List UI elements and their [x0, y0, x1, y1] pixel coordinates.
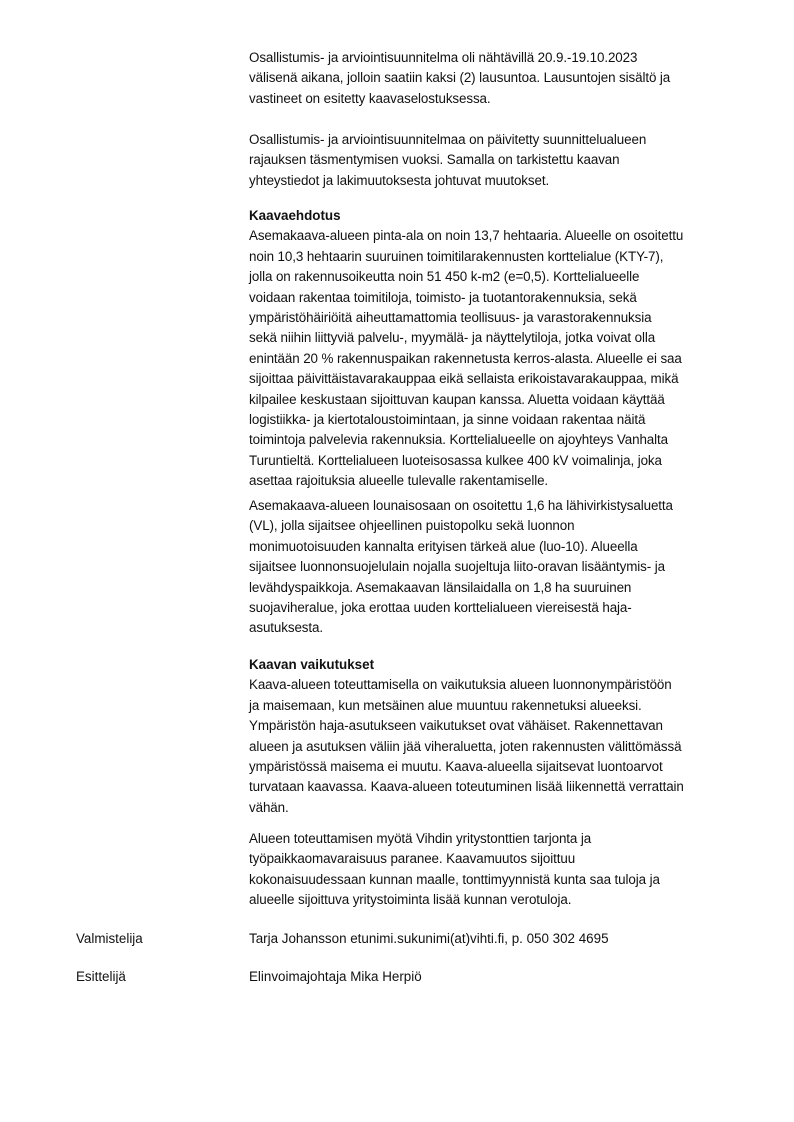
- text-line: ympäristöhäiriöitä aiheuttamattomia teollisuus- ja varastorakennuksia: [249, 310, 652, 326]
- text-line: enintään 20 % rakennuspaikan rakennetusta kerros-alasta. Alueelle ei saa: [249, 350, 682, 366]
- section-lahivirkistys: [249, 496, 749, 639]
- text-line: yhteystiedot ja lakimuutoksesta johtuvat muutokset.: [249, 172, 550, 188]
- text-line: Ympäristön haja-asutukseen vaikutukset ovat vähäiset. Rakennettavan: [249, 718, 663, 734]
- valmistelija-value: Tarja Johansson etunimi.sukunimi(at)vihti.fi, p. 050 302 4695: [249, 931, 609, 946]
- text-line: suojaviheralue, joka erottaa uuden korttelialueen viereisestä haja-: [249, 600, 632, 616]
- text-line: sekä niihin liittyviä palvelu-, myymälä- ja näyttelytiloja, jotka voivat olla: [249, 330, 656, 346]
- text-line: Asemakaava-alueen lounaisosaan on osoitettu 1,6 ha lähivirkistysaluetta: [249, 498, 673, 513]
- section-talous: [249, 829, 749, 911]
- text-line: asettaa rajoituksia alueelle tulevalle rakentamiselle.: [249, 473, 549, 489]
- section-heading: Kaavan vaikutukset: [249, 657, 375, 672]
- text-line: asutuksesta.: [249, 620, 323, 636]
- text-line: Alueen toteuttamisen myötä Vihdin yritystonttien tarjonta ja: [249, 831, 592, 846]
- paragraph: [249, 496, 749, 639]
- paragraph: [249, 48, 749, 109]
- text-line: Osallistumis- ja arviointisuunnitelma oli nähtävillä 20.9.-19.10.2023: [249, 50, 638, 65]
- paragraph: [249, 226, 749, 491]
- text-line: voidaan rakentaa toimitiloja, toimisto- ja tuotantorakennuksia, sekä: [249, 289, 637, 305]
- text-line: sijaitsee luonnonsuojelulain nojalla suojeltuja liito-oravan lisääntymis- ja: [249, 559, 665, 575]
- text-line: logistiikka- ja kiertotaloustoimintaan, ja sinne voidaan rakentaa näitä: [249, 412, 646, 428]
- section-vaikutukset: [249, 655, 749, 818]
- text-line: jolla on rakennusoikeutta noin 51 450 k-m2 (e=0,5). Korttelialueelle: [249, 269, 640, 285]
- text-line: alueelle sijoittuva yritystoiminta lisää kunnan verotuloja.: [249, 892, 572, 908]
- text-line: turvataan kaavassa. Kaava-alueen toteutuminen lisää liikennettä verrattain: [249, 779, 684, 795]
- text-line: Kaava-alueen toteuttamisella on vaikutuksia alueen luonnonympäristöön: [249, 677, 672, 693]
- text-line: (VL), jolla sijaitsee ohjeellinen puistopolku sekä luonnon: [249, 518, 575, 534]
- text-line: rajauksen täsmentymisen vuoksi. Samalla on tarkistettu kaavan: [249, 152, 620, 168]
- paragraph: [249, 130, 749, 191]
- section-heading: Kaavaehdotus: [249, 208, 341, 223]
- text-line: sijoittaa päivittäistavarakauppaa eikä sellaista erikoistavarakauppaa, mikä: [249, 371, 679, 387]
- text-line: Turuntieltä. Korttelialueen luoteisosassa kulkee 400 kV voimalinja, joka: [249, 452, 662, 468]
- text-line: levähdyspaikkoja. Asemakaavan länsilaidalla on 1,8 ha suuruinen: [249, 579, 632, 595]
- section-kaavaehdotus: [249, 206, 749, 492]
- text-line: kokonaisuudessaan kunnan maalle, tonttimyynnistä kunta saa tuloja ja: [249, 871, 660, 887]
- valmistelija-label: Valmistelija: [76, 931, 143, 946]
- text-line: ympäristössä maisema ei muutu. Kaava-alueella sijaitsevat luontoarvot: [249, 759, 663, 775]
- text-line: noin 10,3 hehtaarin suuruinen toimitilarakennusten korttelialue (KTY-7),: [249, 248, 664, 264]
- text-line: Osallistumis- ja arviointisuunnitelmaa on päivitetty suunnittelualueen: [249, 132, 647, 147]
- paragraph: [249, 829, 749, 911]
- intro-paragraph-2: [249, 130, 749, 191]
- paragraph: [249, 675, 749, 818]
- text-line: työpaikkaomavaraisuus paranee. Kaavamuutos sijoittuu: [249, 851, 576, 867]
- text-line: monimuotoisuuden kannalta erityisen tärkeä alue (luo-10). Alueella: [249, 538, 638, 554]
- text-line: vähän.: [249, 799, 289, 815]
- esittelija-label: Esittelijä: [76, 969, 126, 984]
- text-line: vastineet on esitetty kaavaselostuksessa.: [249, 90, 491, 106]
- esittelija-value: Elinvoimajohtaja Mika Herpiö: [249, 969, 422, 984]
- text-line: toimintoja palvelevia rakennuksia. Korttelialueelle on ajoyhteys Vanhalta: [249, 432, 668, 448]
- text-line: välisenä aikana, jolloin saatiin kaksi (2) lausuntoa. Lausuntojen sisältö ja: [249, 70, 671, 86]
- text-line: kilpailee keskustaan sijoittuvan kaupan kanssa. Aluetta voidaan käyttää: [249, 391, 665, 407]
- text-line: Asemakaava-alueen pinta-ala on noin 13,7 hehtaaria. Alueelle on osoitettu: [249, 228, 684, 244]
- text-line: ja maisemaan, kun metsäinen alue muuntuu rakennetuksi alueeksi.: [249, 697, 642, 713]
- text-line: alueen ja asutuksen väliin jää viheraluetta, joten rakennusten välittömässä: [249, 738, 682, 754]
- intro-paragraph-1: [249, 48, 749, 109]
